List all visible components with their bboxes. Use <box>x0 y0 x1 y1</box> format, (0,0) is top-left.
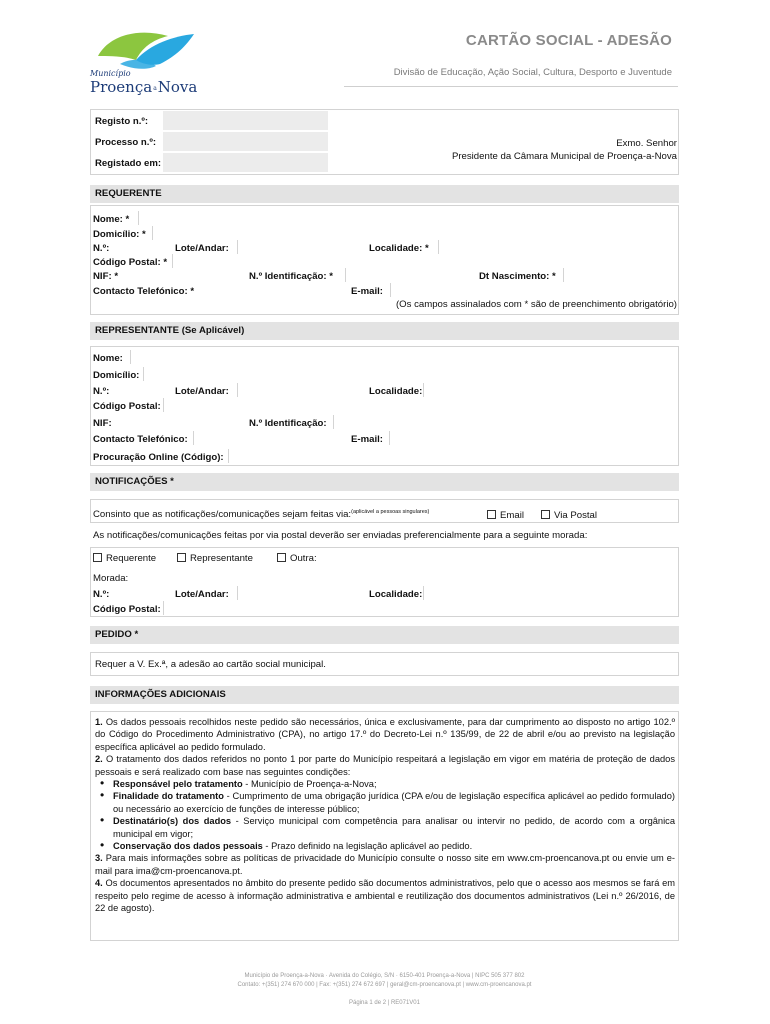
list-item: • Destinatário(s) dos dados - Serviço municipal com competência para analisar ou intervir no pedido, de acordo com a orgânica municipal em vigor; <box>113 815 675 840</box>
processo-label: Processo n.º: <box>95 137 157 148</box>
page-title: CARTÃO SOCIAL - ADESÃO <box>465 32 672 49</box>
processo-field[interactable] <box>163 132 328 151</box>
rep-nome-label: Nome: <box>93 353 123 364</box>
postal-checkbox[interactable]: Via Postal <box>541 510 597 521</box>
registo-field[interactable] <box>163 111 328 130</box>
not-cp-field[interactable] <box>163 601 164 615</box>
rep-procuracao-field[interactable] <box>228 449 229 463</box>
email-checkbox[interactable]: Email <box>487 510 524 521</box>
req-localidade-field[interactable] <box>438 240 439 254</box>
rep-localidade-label: Localidade: <box>369 386 423 397</box>
rep-domicilio-field[interactable] <box>143 367 144 381</box>
municipality-logo <box>90 26 200 102</box>
logo-line2: ProençaaNova <box>90 78 198 96</box>
info-conditions-list <box>95 778 675 852</box>
list-item: • Finalidade do tratamento - Cumprimento de uma obrigação jurídica (CPA e/ou de legislação específica aplicável ao pedido formulado) ou necessário ao exercício de funções de interesse público; <box>113 790 675 815</box>
req-localidade-label: Localidade: * <box>369 243 429 254</box>
req-identificacao-field[interactable] <box>345 268 346 282</box>
checkbox-icon <box>93 553 102 562</box>
not-cp-label: Código Postal: <box>93 604 161 615</box>
list-item: • Conservação dos dados pessoais - Prazo definido na legislação aplicável ao pedido. <box>113 840 675 852</box>
rep-identificacao-field[interactable] <box>333 415 334 429</box>
not-localidade-label: Localidade: <box>369 589 423 600</box>
registado-field[interactable] <box>163 153 328 172</box>
info-paragraph-4: 4. Os documentos apresentados no âmbito do presente pedido são documentos administrativos, pelo que o acesso aos mesmos se fará em respeito pelo regime de acesso à informação administrativa e ambiental e reutilização dos documentos administrativos (Lei n.º 26/2016, de 22 de agosto). <box>95 878 675 914</box>
rep-contacto-field[interactable] <box>193 431 194 445</box>
section-informacoes: INFORMAÇÕES ADICIONAIS <box>90 686 679 704</box>
rep-identificacao-label: N.º Identificação: <box>249 418 327 429</box>
checkbox-icon <box>541 510 550 519</box>
rep-localidade-field[interactable] <box>423 383 424 397</box>
info-paragraph-2: 2. O tratamento dos dados referidos no ponto 1 por parte do Município respeitará a legislação em vigor em matéria de proteção de dados pessoais e será realizado com base nas seguintes condições: <box>95 754 675 777</box>
representante-frame <box>90 346 679 466</box>
info-paragraph-1: 1. Os dados pessoais recolhidos neste pedido são necessários, única e exclusivamente, para dar cumprimento ao disposto no artigo 102.º do Código do Procedimento Administrativo (CPA), no artigo 17.º do Decreto-Lei n.º 135/99, de 22 de abril e/ou ao previsto na legislação específica aplicável ao pedido formulado. <box>95 717 675 752</box>
req-mandatory-note: (Os campos assinalados com * são de preenchimento obrigatório) <box>395 299 677 310</box>
rep-procuracao-label: Procuração Online (Código): <box>93 452 224 463</box>
req-domicilio-field[interactable] <box>152 226 153 240</box>
req-cp-label: Código Postal: * <box>93 257 168 268</box>
rep-numero-label: N.º: <box>93 386 110 397</box>
req-lote-label: Lote/Andar: <box>175 243 229 254</box>
footer-address: Município de Proença-a-Nova · Avenida do Colégio, S/N · 6150-401 Proença-a-Nova | NIPC 505 377 802 <box>244 973 525 979</box>
pedido-text: Requer a V. Ex.ª, a adesão ao cartão social municipal. <box>95 659 326 670</box>
req-identificacao-label: N.º Identificação: * <box>249 271 334 282</box>
req-nome-label: Nome: * <box>93 214 130 225</box>
req-domicilio-label: Domicílio: * <box>93 229 146 240</box>
section-representante: REPRESENTANTE (Se Aplicável) <box>90 322 679 340</box>
morada-label: Morada: <box>93 573 129 584</box>
not-lote-label: Lote/Andar: <box>175 589 229 600</box>
checkbox-icon <box>487 510 496 519</box>
info-paragraph-3: 3. Para mais informações sobre as políticas de privacidade do Município consulte o nosso site em www.cm-proencanova.pt ou envie um e-mail para ima@cm-proencanova.pt. <box>95 853 675 876</box>
page-subtitle: Divisão de Educação, Ação Social, Cultura, Desporto e Juventude <box>393 67 672 78</box>
rep-cp-field[interactable] <box>163 398 164 412</box>
req-nascimento-field[interactable] <box>563 268 564 282</box>
outra-checkbox[interactable]: Outra: <box>277 553 317 564</box>
req-email-label: E-mail: <box>351 286 383 297</box>
checkbox-icon <box>277 553 286 562</box>
requerente-checkbox[interactable]: Requerente <box>93 553 156 564</box>
rep-lote-field[interactable] <box>237 383 238 397</box>
registado-label: Registado em: <box>95 158 162 169</box>
consent-text: Consinto que as notificações/comunicações sejam feitas via:$^{(aplicável a pessoas singulares)}$ <box>93 509 430 520</box>
footer-contacts: Contato: +(351) 274 670 000 | Fax: +(351) 274 672 697 | geral@cm-proencanova.pt | www.cm-proencanova.pt <box>237 982 532 988</box>
rep-domicilio-label: Domicílio: <box>93 370 140 381</box>
req-contacto-label: Contacto Telefónico: * <box>93 286 195 297</box>
section-notificacoes: NOTIFICAÇÕES * <box>90 473 679 491</box>
footer-page-number: Página 1 de 2 | RE071V01 <box>349 1000 420 1006</box>
rep-nif-label: NIF: <box>93 418 112 429</box>
req-nif-label: NIF: * <box>93 271 119 282</box>
rep-email-field[interactable] <box>389 431 390 445</box>
not-numero-label: N.º: <box>93 589 110 600</box>
addressee-line1: Exmo. Senhor <box>616 138 677 149</box>
rep-contacto-label: Contacto Telefónico: <box>93 434 188 445</box>
rep-nome-field[interactable] <box>130 350 131 364</box>
req-cp-field[interactable] <box>172 254 173 268</box>
list-item: • Responsável pelo tratamento - Município de Proença-a-Nova; <box>113 778 675 790</box>
logo-line1: Município <box>90 69 131 78</box>
section-pedido: PEDIDO * <box>90 626 679 644</box>
header-divider <box>344 86 678 87</box>
registo-label: Registo n.º: <box>95 116 149 127</box>
section-requerente: REQUERENTE <box>90 185 679 203</box>
req-email-field[interactable] <box>390 283 391 297</box>
postal-instruction: As notificações/comunicações feitas por via postal deverão ser enviadas preferencialmente para a seguinte morada: <box>93 530 588 541</box>
req-nome-field[interactable] <box>138 211 139 225</box>
representante-checkbox[interactable]: Representante <box>177 553 253 564</box>
rep-email-label: E-mail: <box>351 434 383 445</box>
req-lote-field[interactable] <box>237 240 238 254</box>
rep-cp-label: Código Postal: <box>93 401 161 412</box>
req-nascimento-label: Dt Nascimento: * <box>479 271 556 282</box>
not-localidade-field[interactable] <box>423 586 424 600</box>
not-lote-field[interactable] <box>237 586 238 600</box>
rep-lote-label: Lote/Andar: <box>175 386 229 397</box>
addressee-line2: Presidente da Câmara Municipal de Proença-a-Nova <box>451 151 677 162</box>
informacoes-body <box>95 716 675 915</box>
checkbox-icon <box>177 553 186 562</box>
req-numero-label: N.º: <box>93 243 110 254</box>
